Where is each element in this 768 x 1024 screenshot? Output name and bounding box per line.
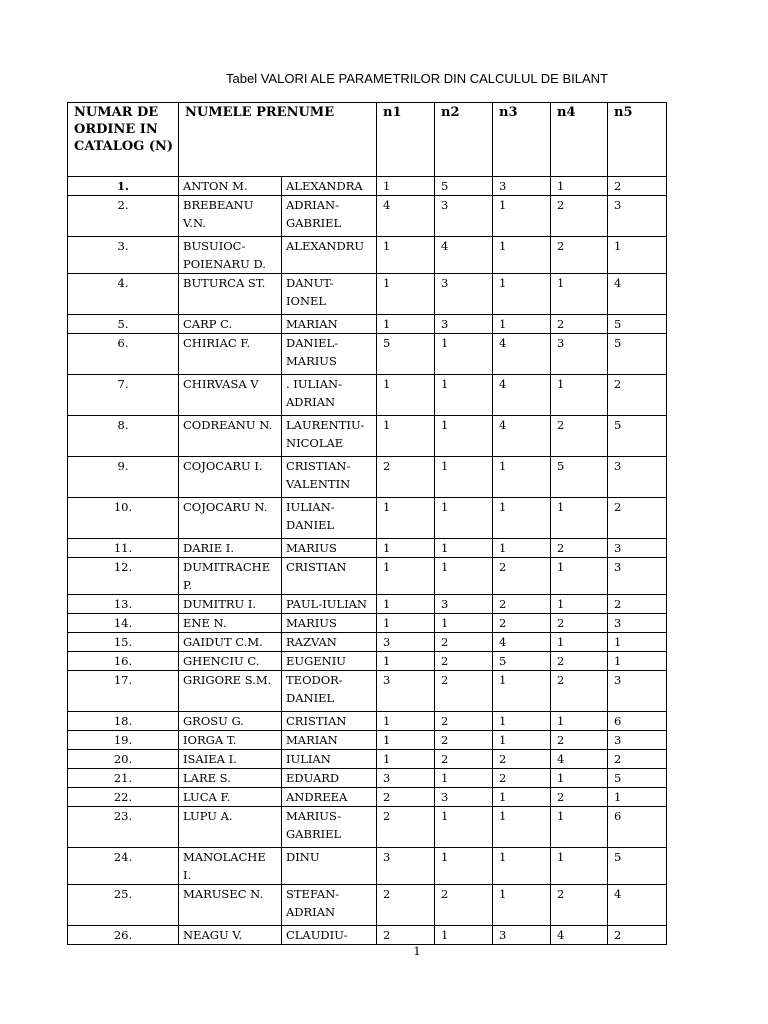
header-n4: n4 [551,103,608,177]
order-number-cell: 23. [68,807,179,848]
n3-cell: 3 [493,926,551,945]
order-number-cell: 11. [68,539,179,558]
table-body [68,177,667,945]
order-number-cell: 20. [68,750,179,769]
table-row [68,671,667,712]
n5-cell: 5 [608,315,667,334]
n1-cell: 1 [377,274,435,315]
n4-cell: 1 [551,712,608,731]
last-name-cell: CODREANU N. [179,416,282,457]
n5-cell: 1 [608,652,667,671]
order-number-cell: 17. [68,671,179,712]
n5-cell: 3 [608,614,667,633]
n4-cell: 1 [551,807,608,848]
n2-cell: 3 [435,788,493,807]
n2-cell: 1 [435,558,493,595]
last-name-cell: ISAIEA I. [179,750,282,769]
n2-cell: 1 [435,375,493,416]
table-row [68,274,667,315]
n3-cell: 1 [493,274,551,315]
n4-cell: 2 [551,731,608,750]
first-name-cell: ALEXANDRU [282,237,377,274]
order-number-cell: 12. [68,558,179,595]
order-number-cell: 16. [68,652,179,671]
first-name-cell: MARIAN [282,315,377,334]
n5-cell: 4 [608,274,667,315]
first-name-cell: CRISTIAN-VALENTIN [282,457,377,498]
order-number-cell: 2. [68,196,179,237]
n1-cell: 2 [377,807,435,848]
n2-cell: 1 [435,807,493,848]
order-number-cell: 25. [68,885,179,926]
n5-cell: 5 [608,416,667,457]
order-number-cell: 5. [68,315,179,334]
n3-cell: 2 [493,750,551,769]
n2-cell: 3 [435,274,493,315]
n2-cell: 2 [435,633,493,652]
n2-cell: 5 [435,177,493,196]
n5-cell: 2 [608,595,667,614]
n2-cell: 1 [435,539,493,558]
first-name-cell: MARIUS [282,614,377,633]
first-name-cell: ALEXANDRA [282,177,377,196]
n4-cell: 1 [551,595,608,614]
n5-cell: 3 [608,671,667,712]
n4-cell: 1 [551,558,608,595]
first-name-cell: MARIUS [282,539,377,558]
first-name-cell: ANDREEA [282,788,377,807]
last-name-cell: DARIE I. [179,539,282,558]
header-name: NUMELE PRENUME [179,103,377,177]
n1-cell: 1 [377,731,435,750]
first-name-cell: EDUARD [282,769,377,788]
n1-cell: 1 [377,750,435,769]
page-number: 1 [413,944,421,958]
table-row [68,633,667,652]
n5-cell: 3 [608,539,667,558]
n5-cell: 3 [608,457,667,498]
order-number-cell: 18. [68,712,179,731]
last-name-cell: LARE S. [179,769,282,788]
n4-cell: 2 [551,652,608,671]
n3-cell: 1 [493,237,551,274]
n4-cell: 5 [551,457,608,498]
first-name-cell: MARIAN [282,731,377,750]
n5-cell: 6 [608,712,667,731]
order-number-cell: 22. [68,788,179,807]
table-row [68,177,667,196]
table-row [68,237,667,274]
first-name-cell: CRISTIAN [282,558,377,595]
table-row [68,416,667,457]
n3-cell: 3 [493,177,551,196]
parameters-table [67,102,667,945]
n4-cell: 1 [551,633,608,652]
n3-cell: 1 [493,731,551,750]
n1-cell: 3 [377,769,435,788]
n5-cell: 2 [608,926,667,945]
first-name-cell: TEODOR-DANIEL [282,671,377,712]
table-row [68,595,667,614]
table-row [68,788,667,807]
n4-cell: 1 [551,274,608,315]
n1-cell: 1 [377,712,435,731]
first-name-cell: MARIUS-GABRIEL [282,807,377,848]
table-row [68,614,667,633]
table-row [68,334,667,375]
n5-cell: 2 [608,498,667,539]
last-name-cell: MARUSEC N. [179,885,282,926]
n4-cell: 1 [551,769,608,788]
order-number-cell: 13. [68,595,179,614]
n5-cell: 5 [608,848,667,885]
n3-cell: 2 [493,558,551,595]
n4-cell: 1 [551,375,608,416]
n4-cell: 3 [551,334,608,375]
order-number-cell: 21. [68,769,179,788]
last-name-cell: GRIGORE S.M. [179,671,282,712]
table-row [68,457,667,498]
n5-cell: 1 [608,237,667,274]
n1-cell: 1 [377,539,435,558]
n4-cell: 1 [551,498,608,539]
n3-cell: 1 [493,848,551,885]
n2-cell: 3 [435,196,493,237]
n5-cell: 2 [608,750,667,769]
n1-cell: 1 [377,416,435,457]
n1-cell: 1 [377,177,435,196]
n4-cell: 2 [551,788,608,807]
n2-cell: 1 [435,614,493,633]
last-name-cell: ANTON M. [179,177,282,196]
first-name-cell: CRISTIAN [282,712,377,731]
n2-cell: 1 [435,498,493,539]
n1-cell: 2 [377,788,435,807]
table-row [68,652,667,671]
n2-cell: 1 [435,334,493,375]
order-number-cell: 3. [68,237,179,274]
n3-cell: 2 [493,595,551,614]
n5-cell: 1 [608,633,667,652]
n3-cell: 1 [493,885,551,926]
n1-cell: 3 [377,848,435,885]
n4-cell: 2 [551,885,608,926]
n5-cell: 5 [608,769,667,788]
n2-cell: 1 [435,926,493,945]
header-order-number: NUMAR DE ORDINE IN CATALOG (N) [68,103,179,177]
n3-cell: 4 [493,633,551,652]
last-name-cell: DUMITRACHE P. [179,558,282,595]
n1-cell: 5 [377,334,435,375]
first-name-cell: PAUL-IULIAN [282,595,377,614]
table-row [68,558,667,595]
order-number-cell: 24. [68,848,179,885]
table-row [68,807,667,848]
n3-cell: 4 [493,416,551,457]
first-name-cell: ADRIAN-GABRIEL [282,196,377,237]
order-number-cell: 19. [68,731,179,750]
table-row [68,498,667,539]
table-row [68,315,667,334]
first-name-cell: DANIEL-MARIUS [282,334,377,375]
n4-cell: 2 [551,614,608,633]
n2-cell: 1 [435,457,493,498]
order-number-cell: 10. [68,498,179,539]
first-name-cell: DANUT-IONEL [282,274,377,315]
order-number-cell: 1. [68,177,179,196]
last-name-cell: GHENCIU C. [179,652,282,671]
first-name-cell: RAZVAN [282,633,377,652]
n4-cell: 1 [551,177,608,196]
n1-cell: 2 [377,457,435,498]
first-name-cell: . IULIAN-ADRIAN [282,375,377,416]
last-name-cell: NEAGU V. [179,926,282,945]
n4-cell: 4 [551,926,608,945]
table-title: Tabel VALORI ALE PARAMETRILOR DIN CALCULUL DE BILANT [226,71,608,86]
last-name-cell: MANOLACHE I. [179,848,282,885]
n4-cell: 2 [551,196,608,237]
n1-cell: 1 [377,237,435,274]
table-row [68,196,667,237]
table-row [68,769,667,788]
first-name-cell: DINU [282,848,377,885]
header-n1: n1 [377,103,435,177]
table-row [68,375,667,416]
last-name-cell: COJOCARU I. [179,457,282,498]
n3-cell: 5 [493,652,551,671]
first-name-cell: IULIAN [282,750,377,769]
n5-cell: 4 [608,885,667,926]
order-number-cell: 6. [68,334,179,375]
table-row [68,885,667,926]
n3-cell: 1 [493,498,551,539]
n3-cell: 1 [493,712,551,731]
n4-cell: 2 [551,539,608,558]
table-row [68,926,667,945]
order-number-cell: 7. [68,375,179,416]
last-name-cell: GAIDUT C.M. [179,633,282,652]
n3-cell: 1 [493,315,551,334]
last-name-cell: LUCA F. [179,788,282,807]
first-name-cell: LAURENTIU-NICOLAE [282,416,377,457]
n4-cell: 1 [551,848,608,885]
n4-cell: 2 [551,416,608,457]
last-name-cell: CHIRIAC F. [179,334,282,375]
last-name-cell: BUSUIOC-POIENARU D. [179,237,282,274]
header-n3: n3 [493,103,551,177]
n2-cell: 2 [435,712,493,731]
n3-cell: 1 [493,457,551,498]
order-number-cell: 8. [68,416,179,457]
n3-cell: 4 [493,375,551,416]
table-row [68,848,667,885]
n5-cell: 3 [608,196,667,237]
n4-cell: 4 [551,750,608,769]
n1-cell: 2 [377,926,435,945]
n3-cell: 1 [493,788,551,807]
n2-cell: 1 [435,416,493,457]
n2-cell: 3 [435,595,493,614]
n5-cell: 1 [608,788,667,807]
n4-cell: 2 [551,671,608,712]
n2-cell: 2 [435,885,493,926]
n1-cell: 1 [377,498,435,539]
n1-cell: 1 [377,558,435,595]
last-name-cell: IORGA T. [179,731,282,750]
n1-cell: 4 [377,196,435,237]
n2-cell: 2 [435,731,493,750]
n1-cell: 3 [377,671,435,712]
n3-cell: 1 [493,196,551,237]
last-name-cell: BREBEANU V.N. [179,196,282,237]
n3-cell: 1 [493,671,551,712]
n3-cell: 1 [493,539,551,558]
last-name-cell: CHIRVASA V [179,375,282,416]
n3-cell: 2 [493,614,551,633]
first-name-cell: EUGENIU [282,652,377,671]
last-name-cell: ENE N. [179,614,282,633]
table-row [68,731,667,750]
order-number-cell: 9. [68,457,179,498]
first-name-cell: IULIAN-DANIEL [282,498,377,539]
n4-cell: 2 [551,237,608,274]
n1-cell: 2 [377,885,435,926]
last-name-cell: COJOCARU N. [179,498,282,539]
n1-cell: 1 [377,614,435,633]
order-number-cell: 26. [68,926,179,945]
n2-cell: 1 [435,769,493,788]
n5-cell: 6 [608,807,667,848]
n1-cell: 3 [377,633,435,652]
n3-cell: 1 [493,807,551,848]
n2-cell: 1 [435,848,493,885]
last-name-cell: GROSU G. [179,712,282,731]
n2-cell: 2 [435,652,493,671]
n5-cell: 2 [608,375,667,416]
first-name-cell: CLAUDIU- [282,926,377,945]
last-name-cell: DUMITRU I. [179,595,282,614]
order-number-cell: 15. [68,633,179,652]
n5-cell: 2 [608,177,667,196]
header-row [68,103,667,177]
header-n5: n5 [608,103,667,177]
header-n2: n2 [435,103,493,177]
n1-cell: 1 [377,595,435,614]
n3-cell: 2 [493,769,551,788]
n4-cell: 2 [551,315,608,334]
n2-cell: 2 [435,671,493,712]
first-name-cell: STEFAN-ADRIAN [282,885,377,926]
last-name-cell: BUTURCA ST. [179,274,282,315]
n2-cell: 3 [435,315,493,334]
n5-cell: 3 [608,558,667,595]
table-row [68,539,667,558]
order-number-cell: 4. [68,274,179,315]
n2-cell: 2 [435,750,493,769]
last-name-cell: LUPU A. [179,807,282,848]
table-row [68,750,667,769]
order-number-cell: 14. [68,614,179,633]
n1-cell: 1 [377,315,435,334]
n3-cell: 4 [493,334,551,375]
last-name-cell: CARP C. [179,315,282,334]
n1-cell: 1 [377,375,435,416]
n5-cell: 5 [608,334,667,375]
table-row [68,712,667,731]
n5-cell: 3 [608,731,667,750]
n2-cell: 4 [435,237,493,274]
n1-cell: 1 [377,652,435,671]
